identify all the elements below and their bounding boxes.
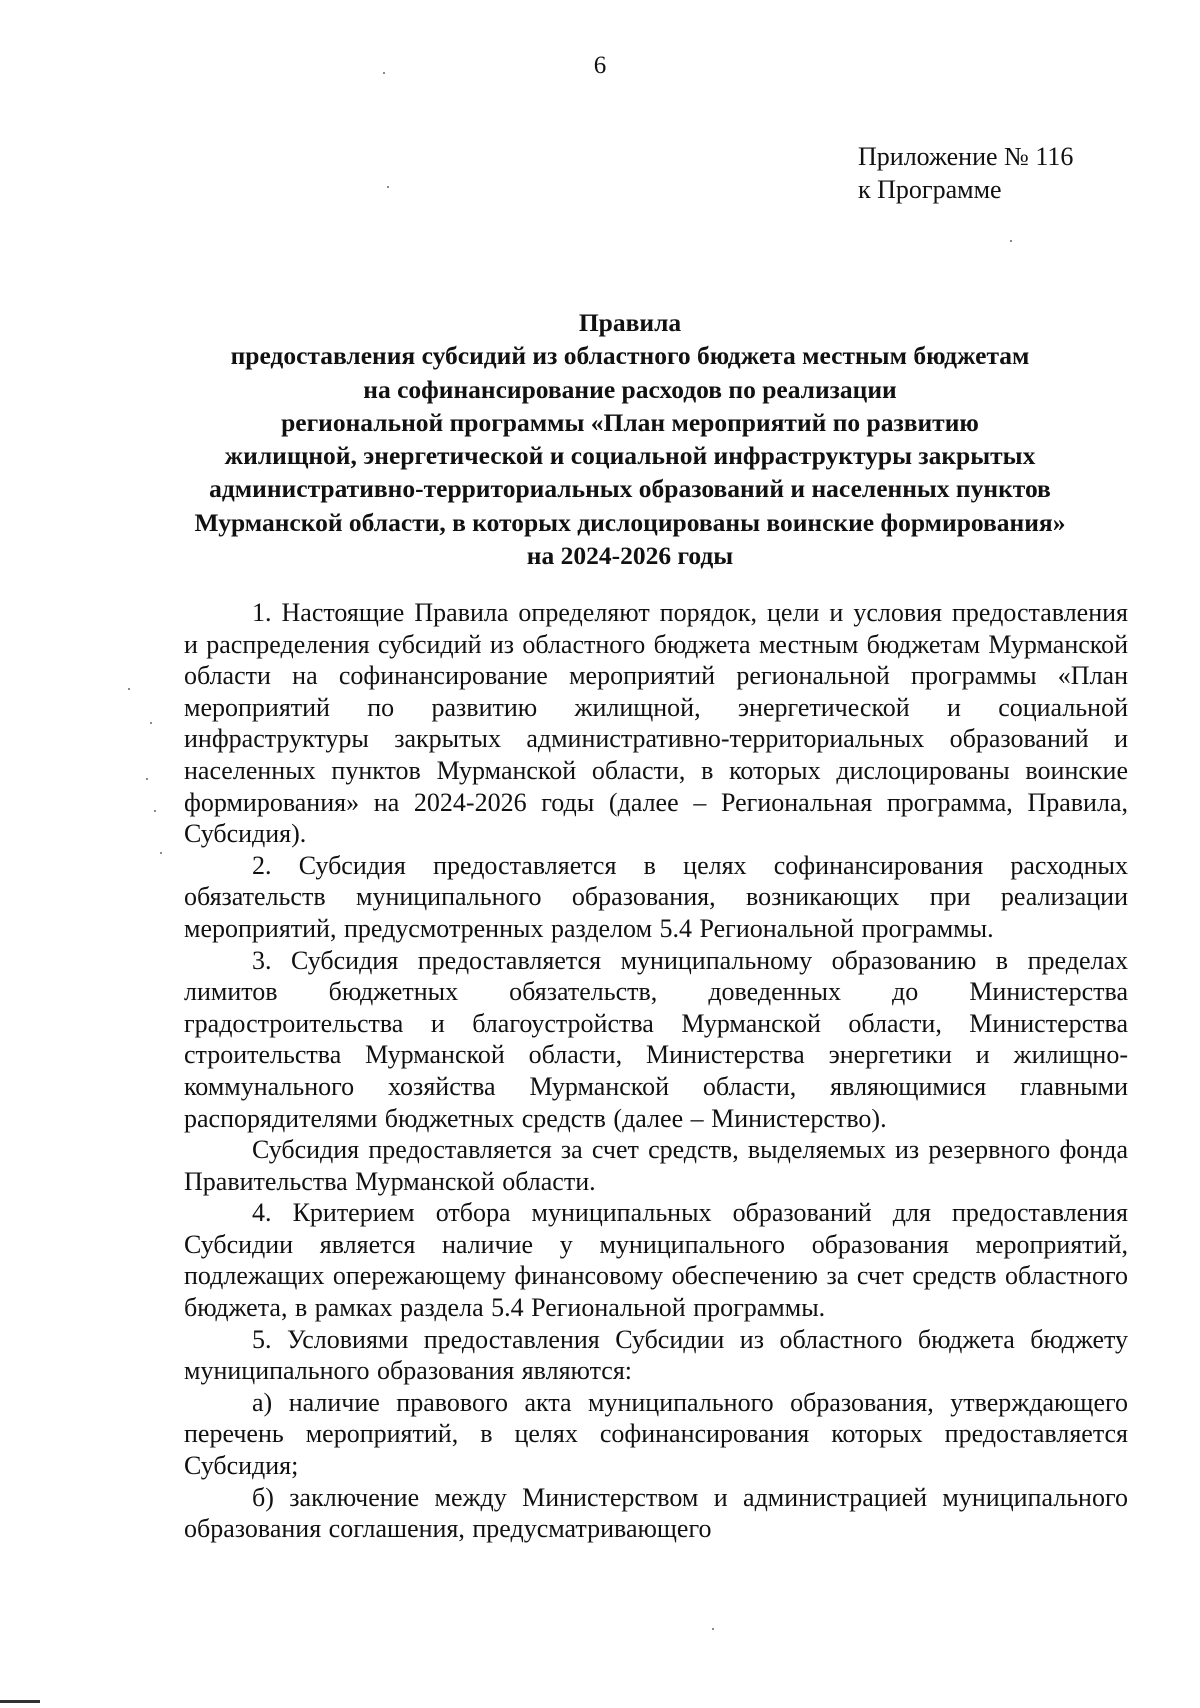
scan-speck	[146, 778, 148, 780]
title-line: Мурманской области, в которых дислоцированы воинские формирования»	[194, 507, 1066, 537]
paragraph-1: 1. Настоящие Правила определяют порядок, цели и условия предоставления и распределения субсидий из областного бюджета местным бюджетам Мурманской области на софинансирование мероприятий региональной программы «План мероприятий по развитию жилищной, энергетической и социальной инфраструктуры закрытых административно-территориальных образований и населенных пунктов Мурманской области, в которых дислоцированы воинские формирования» на 2024-2026 годы (далее – Региональная программа, Правила, Субсидия).	[184, 598, 1128, 849]
title-line: предоставления субсидий из областного бюджета местным бюджетам	[230, 341, 1030, 371]
title-line: на софинансирование расходов по реализации	[363, 374, 897, 404]
paragraph-5a: а) наличие правового акта муниципального образования, утверждающего перечень мероприятий, в целях софинансирования которых предоставляется Субсидия;	[184, 1387, 1128, 1481]
document-title	[130, 306, 1130, 572]
appendix-program: к Программе	[858, 175, 1002, 204]
title-line: административно-территориальных образований и населенных пунктов	[209, 474, 1051, 504]
scan-speck	[383, 72, 385, 74]
scan-speck	[712, 1628, 714, 1630]
scan-edge-mark	[0, 1700, 40, 1703]
scan-speck	[150, 722, 152, 724]
paragraph-3-continued: Субсидия предоставляется за счет средств, выделяемых из резервного фонда Правительства Мурманской области.	[184, 1135, 1128, 1196]
paragraph-3: 3. Субсидия предоставляется муниципальному образованию в пределах лимитов бюджетных обязательств, доведенных до Министерства градостроительства и благоустройства Мурманской области, Министерства строительства Мурманской области, Министерства энергетики и жилищно-коммунального хозяйства Мурманской области, являющимися главными распорядителями бюджетных средств (далее – Министерство).	[184, 945, 1128, 1133]
appendix-number: Приложение № 116	[858, 142, 1074, 171]
scan-speck	[387, 186, 389, 188]
paragraph-4: 4. Критерием отбора муниципальных образований для предоставления Субсидии является наличие у муниципального образования мероприятий, подлежащих опережающему финансовому обеспечению за счет средств областного бюджета, в рамках раздела 5.4 Региональной программы.	[184, 1198, 1128, 1323]
scan-speck	[128, 688, 130, 690]
scan-speck	[154, 810, 156, 812]
document-body	[184, 597, 1128, 1545]
page-number: 6	[593, 52, 607, 79]
paragraph-5: 5. Условиями предоставления Субсидии из областного бюджета бюджету муниципального образования являются:	[184, 1324, 1128, 1386]
paragraph-5b: б) заключение между Министерством и администрацией муниципального образования соглашения, предусматривающего	[184, 1482, 1128, 1544]
scan-speck	[160, 852, 162, 854]
scan-speck	[1010, 240, 1012, 242]
title-line: жилищной, энергетической и социальной инфраструктуры закрытых	[224, 441, 1036, 471]
appendix-reference	[858, 140, 1073, 206]
title-line: региональной программы «План мероприятий по развитию	[281, 407, 979, 437]
title-line: на 2024-2026 годы	[526, 541, 734, 571]
paragraph-2: 2. Субсидия предоставляется в целях софинансирования расходных обязательств муниципального образования, возникающих при реализации мероприятий, предусмотренных разделом 5.4 Региональной программы.	[184, 850, 1128, 943]
title-line: Правила	[578, 308, 682, 337]
